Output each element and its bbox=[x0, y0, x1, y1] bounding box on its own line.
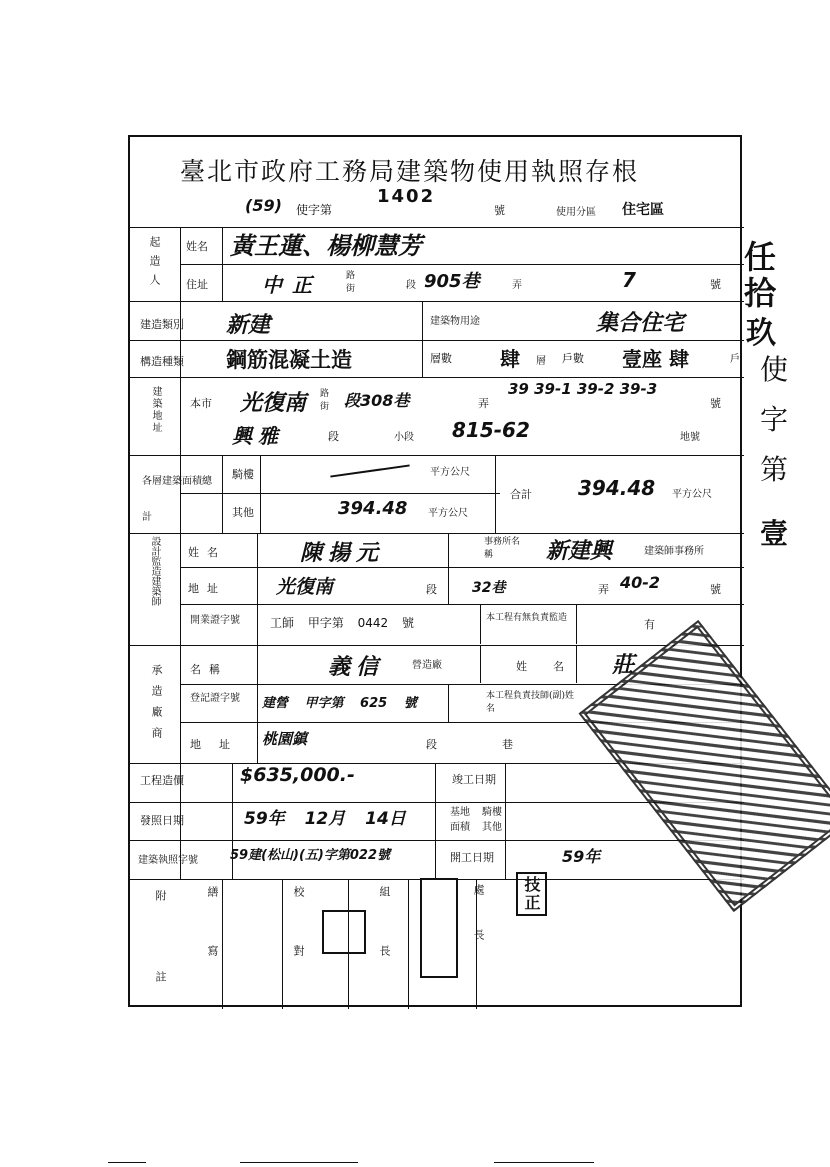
completion-label: 竣工日期 bbox=[452, 773, 496, 786]
site-nong: 弄 bbox=[478, 397, 489, 410]
area-unit-2: 平方公尺 bbox=[428, 508, 468, 519]
architect-supervision-value: 有 bbox=[644, 618, 655, 631]
document-title: 臺北市政府工務局建築物使用執照存根 bbox=[180, 157, 640, 186]
approval-stamp bbox=[420, 878, 458, 978]
margin-char-5: 第 bbox=[760, 453, 789, 486]
architect-addr-no: 40-2 bbox=[620, 573, 661, 592]
applicant-lane: 905巷 bbox=[424, 271, 480, 292]
applicant-road: 路街 bbox=[346, 271, 356, 294]
applicant-name-label: 姓名 bbox=[186, 240, 208, 253]
zone-label: 使用分區 bbox=[556, 207, 596, 218]
contractor-reg-label: 登記證字號 bbox=[190, 693, 240, 704]
site-land-sub: 小段 bbox=[394, 432, 414, 443]
margin-char-1: 拾 bbox=[744, 274, 777, 312]
applicant-duan: 段 bbox=[406, 280, 416, 291]
architect-addr-duan: 段 bbox=[426, 583, 437, 596]
applicant-name-value: 黃王蓮、楊柳慧芳 bbox=[230, 232, 422, 260]
area-unit-3: 平方公尺 bbox=[672, 489, 712, 500]
architect-office-label: 事務所名稱 bbox=[484, 537, 521, 560]
contractor-group-label: 承造廠商 bbox=[150, 664, 163, 748]
floors-label: 層數 bbox=[430, 352, 452, 365]
permit-value: 59建(松山)(五)字第022號 bbox=[230, 848, 390, 863]
issue-label: 發照日期 bbox=[140, 814, 184, 827]
households-label: 戶數 bbox=[562, 352, 584, 365]
contractor-tech-label: 本工程負責技師(副)姓名 bbox=[486, 691, 575, 714]
floors-value: 肆 bbox=[500, 347, 520, 371]
footer-line-3 bbox=[494, 1162, 594, 1163]
margin-char-4: 字 bbox=[760, 403, 789, 436]
applicant-hao: 號 bbox=[710, 278, 721, 291]
applicant-addr-label: 住址 bbox=[186, 278, 208, 291]
contractor-addr-nong: 巷 bbox=[502, 738, 513, 751]
architect-office-suffix: 建築師事務所 bbox=[644, 546, 704, 557]
contractor-person-value: 莊 bbox=[612, 653, 635, 678]
notes-col-3: 處長 bbox=[472, 884, 485, 974]
area-total-value: 394.48 bbox=[578, 476, 656, 500]
area-arcade-label: 騎樓 bbox=[232, 468, 254, 481]
architect-addr-lane: 32巷 bbox=[472, 580, 506, 596]
site-group-label: 建築地址 bbox=[150, 386, 161, 434]
site-lane: 段308巷 bbox=[344, 391, 410, 410]
architect-name-label: 姓名 bbox=[188, 546, 226, 559]
site-road-unit: 路街 bbox=[320, 389, 330, 412]
base-area-other: 其他 bbox=[482, 822, 502, 833]
architect-addr-nong: 弄 bbox=[598, 583, 609, 596]
site-land-district: 興雅 bbox=[232, 424, 284, 448]
cost-value: $635,000.- bbox=[240, 764, 355, 786]
issue-value: 59年 12月 14日 bbox=[244, 809, 406, 829]
notes-col-0: 繕寫 bbox=[206, 886, 219, 1004]
permit-start-value: 59年 bbox=[562, 847, 601, 866]
site-land-hao: 地號 bbox=[680, 432, 700, 443]
margin-char-6: 壹 bbox=[760, 517, 789, 550]
architect-supervision-label: 本工程有無負責監造 bbox=[486, 613, 568, 623]
site-city: 本市 bbox=[190, 397, 212, 410]
footer-line-1 bbox=[108, 1162, 146, 1163]
notes-label: 附註 bbox=[154, 890, 167, 1052]
architect-group-label: 設計監造建築師 bbox=[149, 536, 160, 606]
site-no: 39 39-1 39-2 39-3 bbox=[508, 380, 658, 398]
site-hao: 號 bbox=[710, 397, 721, 410]
cost-label: 工程造價 bbox=[140, 774, 184, 787]
base-area-arcade: 騎樓 bbox=[482, 807, 502, 818]
applicant-group-label: 起造人 bbox=[148, 236, 161, 293]
building-use-value: 集合住宅 bbox=[596, 311, 685, 336]
permit-number: 1402 bbox=[377, 186, 436, 207]
area-group-label: 各層建築面積總計 bbox=[142, 476, 212, 523]
area-other-label: 其他 bbox=[232, 506, 254, 519]
permit-label: 建築執照字號 bbox=[138, 855, 198, 866]
area-unit-1: 平方公尺 bbox=[430, 467, 470, 478]
floors-unit: 層 bbox=[536, 356, 546, 367]
architect-addr-hao: 號 bbox=[710, 583, 721, 596]
applicant-nong: 弄 bbox=[512, 280, 522, 291]
architect-addr-label: 地址 bbox=[188, 582, 226, 595]
use-char: 使字第 bbox=[296, 203, 333, 217]
households-value: 壹座 肆 bbox=[622, 347, 689, 371]
footer-line-2 bbox=[240, 1162, 358, 1163]
architect-license-value: 工師 甲字第 0442 號 bbox=[270, 616, 414, 630]
area-total-label: 合計 bbox=[510, 488, 532, 501]
contractor-addr-value: 桃園鎮 bbox=[262, 730, 308, 748]
permit-start-label: 開工日期 bbox=[450, 851, 494, 864]
architect-office-value: 新建興 bbox=[546, 539, 613, 564]
license-form bbox=[128, 135, 742, 1007]
number-hao: 號 bbox=[494, 204, 505, 217]
contractor-name-value: 義信 bbox=[328, 655, 385, 680]
architect-addr-road: 光復南 bbox=[276, 576, 334, 598]
notes-col-2: 組長 bbox=[378, 886, 391, 1004]
site-road: 光復南 bbox=[240, 391, 307, 416]
inspection-stamp bbox=[322, 910, 366, 954]
contractor-reg-value: 建營 甲字第 625 號 bbox=[262, 696, 417, 711]
margin-char-3: 使 bbox=[760, 353, 789, 386]
architect-name-value: 陳揚元 bbox=[300, 541, 385, 566]
applicant-no: 7 bbox=[622, 268, 636, 292]
construction-category-label: 建造類別 bbox=[140, 318, 184, 331]
structure-label: 構造種類 bbox=[140, 355, 184, 368]
architect-license-label: 開業證字號 bbox=[190, 615, 240, 626]
site-land-no: 815-62 bbox=[452, 418, 530, 442]
construction-category-value: 新建 bbox=[226, 313, 271, 338]
contractor-addr-label: 地址 bbox=[190, 738, 248, 751]
site-land-duan: 段 bbox=[328, 430, 339, 443]
contractor-addr-duan: 段 bbox=[426, 738, 437, 751]
building-use-label: 建築物用途 bbox=[430, 316, 480, 327]
area-other-value: 394.48 bbox=[338, 498, 408, 519]
zone-value: 住宅區 bbox=[622, 202, 664, 218]
contractor-name-label: 名稱 bbox=[190, 663, 228, 676]
year-code: (59) bbox=[245, 196, 282, 215]
households-unit: 戶 bbox=[730, 354, 740, 365]
applicant-addr-district: 中正 bbox=[262, 273, 322, 297]
base-area-label: 基地面積 bbox=[450, 807, 470, 833]
notes-col-1: 校對 bbox=[292, 886, 305, 1004]
structure-value: 鋼筋混凝土造 bbox=[226, 348, 352, 372]
contractor-name-suffix: 營造廠 bbox=[412, 660, 442, 671]
margin-char-0: 任 bbox=[744, 238, 777, 276]
notes-col-4: 技正 bbox=[516, 872, 547, 916]
contractor-person-label: 姓名 bbox=[516, 660, 590, 673]
margin-char-2: 玖 bbox=[746, 316, 776, 351]
